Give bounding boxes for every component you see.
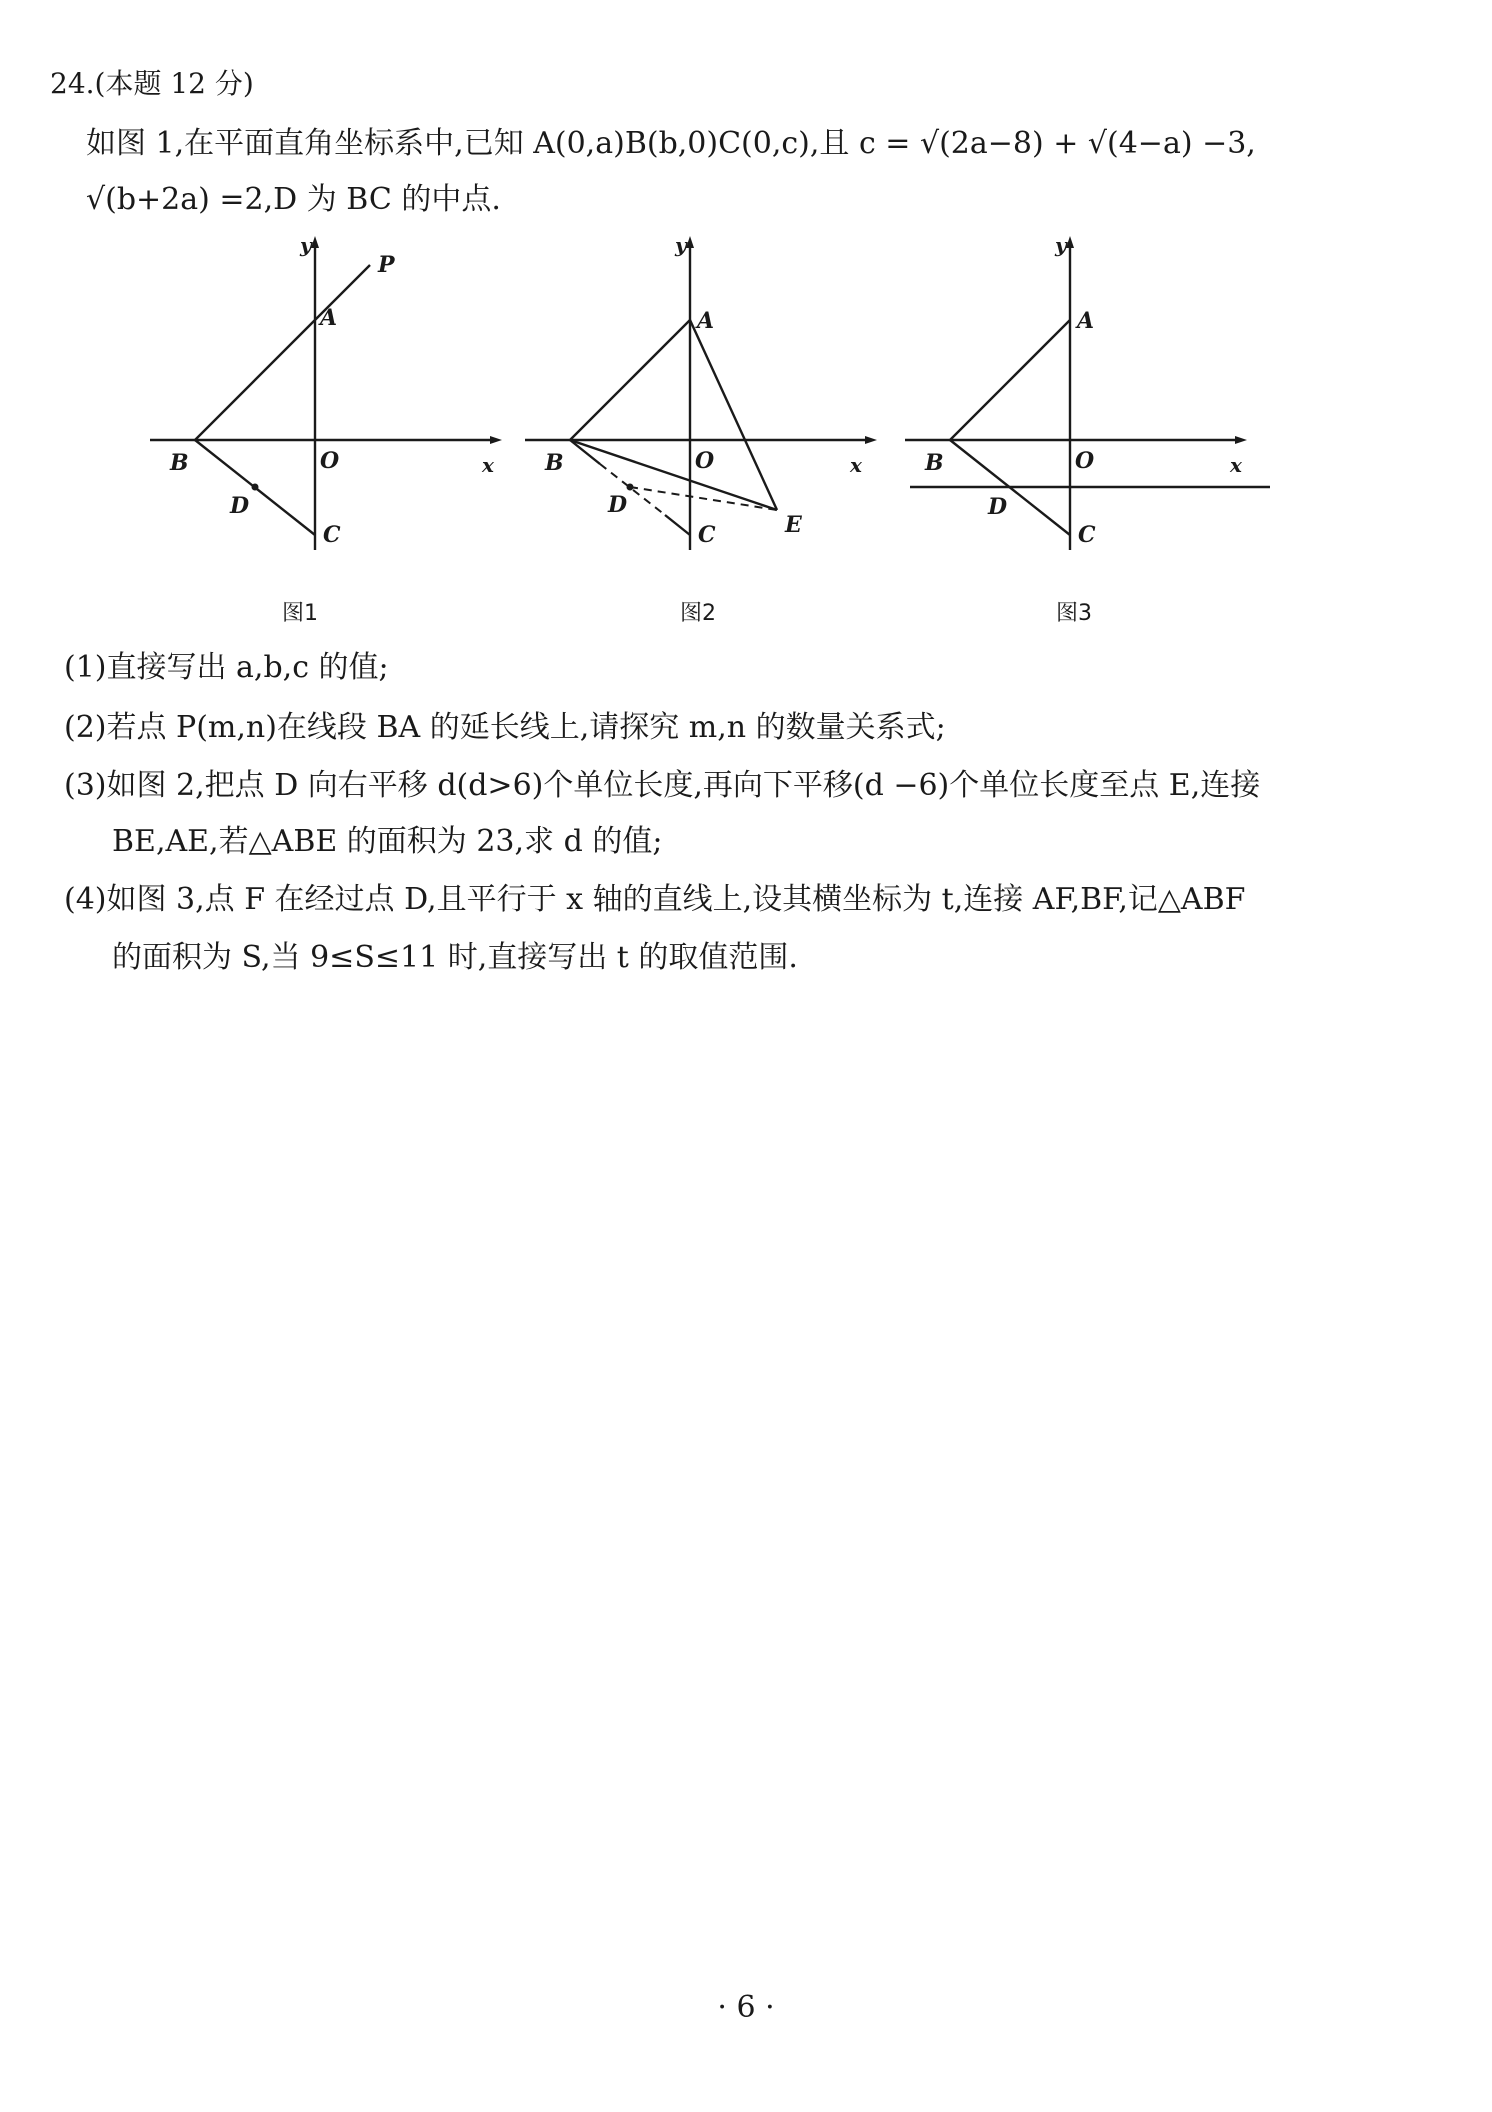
fig1-label-d: D: [230, 493, 250, 519]
fig3-label-c: C: [1078, 522, 1096, 548]
fig1-label-o: O: [320, 448, 340, 474]
fig2-label-a: A: [697, 308, 715, 334]
fig1-label-x: x: [482, 453, 494, 477]
figure-3: [895, 230, 1275, 560]
fig1-label-b: B: [170, 450, 189, 476]
question-1: (1)直接写出 a,b,c 的值;: [64, 650, 389, 685]
problem-intro-line-2: √(b+2a) =2,D 为 BC 的中点.: [86, 182, 501, 217]
question-3-line-2: BE,AE,若△ABE 的面积为 23,求 d 的值;: [112, 824, 663, 859]
fig2-label-y: y: [675, 233, 687, 257]
fig2-label-b: B: [545, 450, 564, 476]
fig3-label-y: y: [1055, 233, 1067, 257]
fig2-label-c: C: [698, 522, 716, 548]
fig3-label-d: D: [988, 494, 1008, 520]
fig2-label-e: E: [785, 512, 802, 538]
fig1-label-y: y: [300, 233, 312, 257]
figure-3-caption: 图3: [1056, 601, 1092, 626]
question-2: (2)若点 P(m,n)在线段 BA 的延长线上,请探究 m,n 的数量关系式;: [64, 710, 946, 745]
question-4-line-1: (4)如图 3,点 F 在经过点 D,且平行于 x 轴的直线上,设其横坐标为 t,连接 AF,BF,记△ABF: [64, 882, 1246, 917]
fig3-label-x: x: [1230, 453, 1242, 477]
fig3-label-o: O: [1075, 448, 1095, 474]
figure-2: [515, 230, 895, 560]
question-3-line-1: (3)如图 2,把点 D 向右平移 d(d>6)个单位长度,再向下平移(d −6)个单位长度至点 E,连接: [64, 768, 1261, 803]
fig2-label-d: D: [608, 492, 628, 518]
question-4-line-2: 的面积为 S,当 9≤S≤11 时,直接写出 t 的取值范围.: [112, 940, 798, 975]
fig1-label-p: P: [378, 252, 395, 278]
page-number: · 6 ·: [717, 1990, 775, 2025]
fig2-label-o: O: [695, 448, 715, 474]
fig1-label-a: A: [320, 305, 338, 331]
problem-intro-line-1: 如图 1,在平面直角坐标系中,已知 A(0,a)B(b,0)C(0,c),且 c = √(2a−8) + √(4−a) −3,: [86, 126, 1256, 161]
figure-2-caption: 图2: [680, 601, 716, 626]
fig3-label-b: B: [925, 450, 944, 476]
problem-header: 24.(本题 12 分): [50, 67, 254, 100]
fig3-label-a: A: [1077, 308, 1095, 334]
fig2-label-x: x: [850, 453, 862, 477]
fig1-label-c: C: [323, 522, 341, 548]
figure-1-caption: 图1: [282, 601, 318, 626]
figure-1: [140, 230, 520, 560]
